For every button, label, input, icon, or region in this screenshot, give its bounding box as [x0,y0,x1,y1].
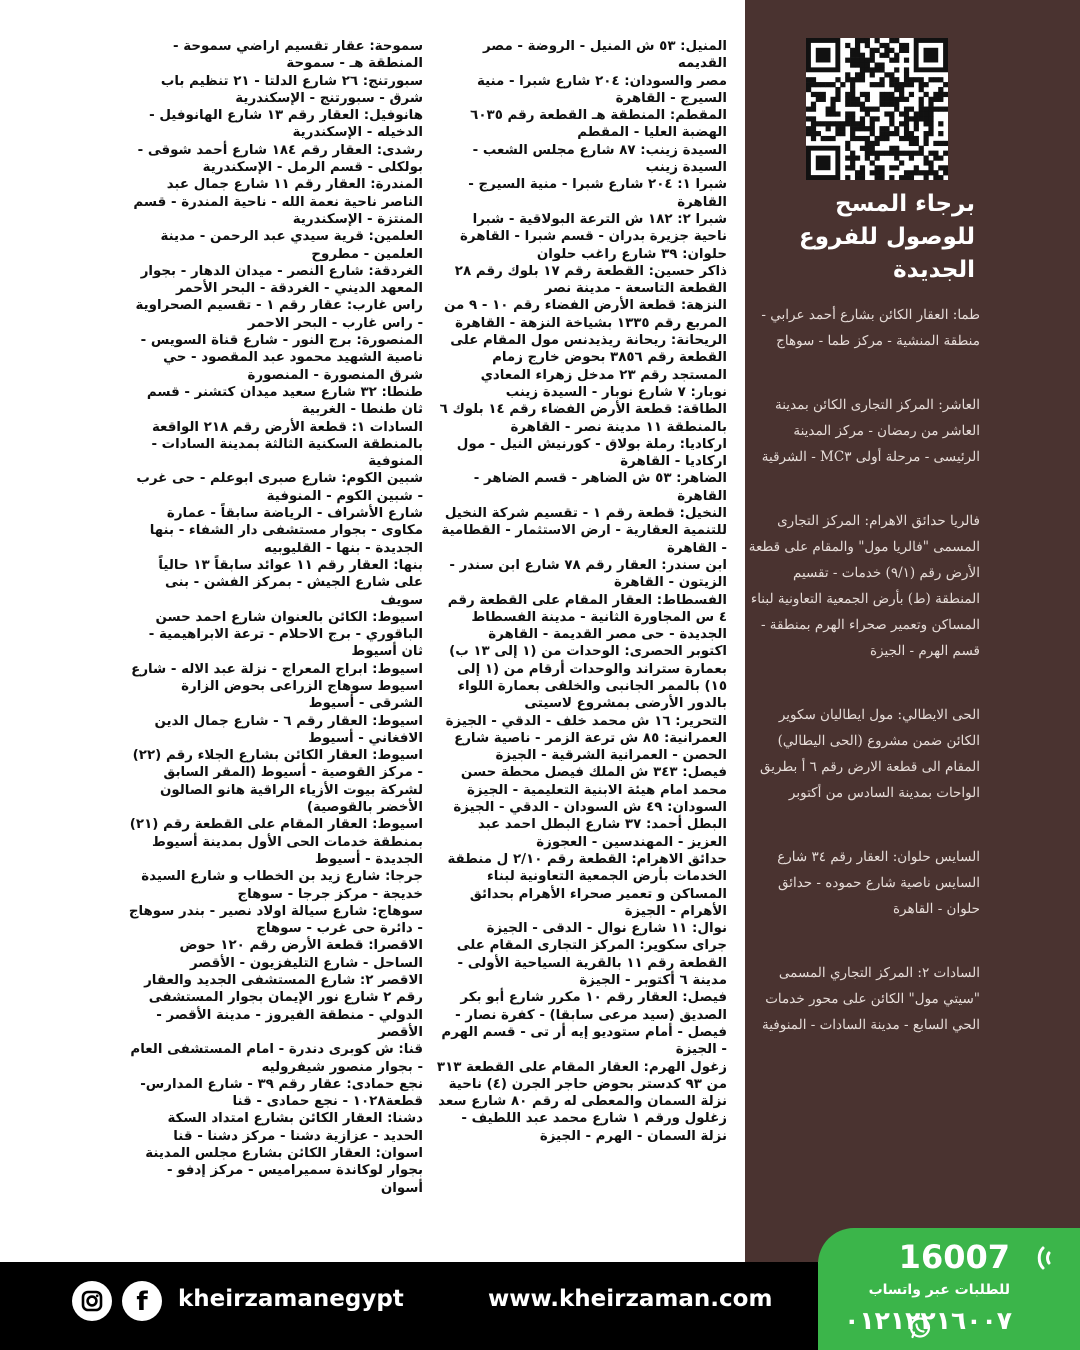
footer-bar [0,1262,818,1350]
phone-ring-icon [1034,1244,1060,1272]
new-branch-entry: فالريا حدائق الاهرام: المركز التجارى المسمى "فالريا مول" والمقام على قطعة الأرض رقم (٩/١) خدمات - تقسيم المنطقة (ط) بأرض الجمعية التعاونية لبناء المساكن وتعمير صحراء الهرم بمنطقة - قسم الهرم - الجيزة [748,513,980,659]
branch-entry: الفسطاط: العقار المقام على القطعة رقم ٤ س المجاورة الثانية - مدينة الفسطاط الجديدة - حى مصر القديمة - القاهرة [447,592,727,643]
branch-entry: الغردقة: شارع النصر - ميدان الدهار - بجوار المعهد الديني - الغردقة - البحر الأحمر [140,263,423,297]
branch-entry: اسوان: العقار الكائن بشارع مجلس المدينة بجوار لوكاندة سميراميس - مركز إدفو - أسوان [145,1146,423,1196]
new-branch-entry: العاشر: المركز التجارى الكائن بمدينة العاشر من رمضان - مركز المدينة الرئيسى - مرحلة أولى MC٣ - الشرقية [761,397,980,465]
branch-entry: المقطم: المنطقة هـ القطعة رقم ٦٠٣٥ الهضبة العليا - المقطم [470,108,727,141]
branch-entry: العمرانية: ٨٥ ش ترعة الزمر - ناصية شارع الحصن - العمرانية الشرقية - الجيزة [454,730,727,764]
branch-entry: العلمين: قرية سيدي عبد الرحمن - مدينة العلمين - مطروح [160,229,423,262]
branch-entry: المنصورة: برج النور - شارع قناة السويس - ناصية الشهيد محمود عبد المقصود - حي شرق المنصورة - المنصورة [140,333,423,383]
branch-entry: المندرة: العقار رقم ١١ شارع جمال عبد الناصر ناحية نعمة الله - ناحية المندرة - قسم المنتزة - الإسكندرية [133,177,423,227]
branch-entry: ابن سندر: العقار رقم ٧٨ شارع ابن سندر - الزيتون - القاهرة [449,557,727,591]
new-branch-entry: الحى الايطالي: مول ايطاليان سكوير الكائن ضمن مشروع (الحى اليطالي) المقام الى قطعة الارض رقم ٦ أ بطريق الواحات بمدينة السادس من أكتوبر [760,707,980,801]
branches-column-left [127,38,423,1197]
new-branch-entry: طما: العقار الكائن بشارع أحمد عرابي - منطقة المنشية - مركز طما - سوهاج [761,307,980,349]
new-branches-list [748,302,980,1076]
hotline-badge[interactable] [818,1228,1080,1350]
branch-entry: اكتوبر الحصرى: الوحدات من (١ إلى ١٣ ب) بعمارة ستراند والوحدات أرقام من (١ إلى ١٥) بالممر الجانبى والخلفى بعمارة اللواء بالدور الأرضى بمشروع لاسيتى [449,644,727,712]
branch-entry: البطل أحمد: ٣٧ شارع البطل احمد عبد العزيز - المهندسين - العجوزة [477,817,727,850]
branch-entry: شارع الأشراف - الرياضة سابقاً - عمارة مكاوى - بجوار مستشفى دار الشفاء - بنها الجديدة - بنها - القليوبيه [149,506,423,556]
branch-entry: ذاكر حسين: القطعة رقم ١٧ بلوك رقم ٢٨ القطعة التاسعة - مدينة نصر [454,263,727,297]
instagram-icon[interactable] [72,1281,112,1321]
branches-column-right [435,38,727,1145]
branch-entry: جرجا: شارع زيد بن الخطاب و شارع السيدة خديجة - مركز جرجا - سوهاج [141,869,423,902]
branch-entry: السيدة زينب: ٨٧ شارع مجلس الشعب - السيدة زينب [472,142,727,176]
branch-entry: بنها: العقار رقم ١١ عوائد سابقاً ١٣ حالياً على شارع الجيش - بمركز الفشن - بنى سويف [158,557,423,608]
branch-entry: جراى سكوير: المركز التجارى المقام على القطعة رقم ١١ بالقرية السياحية الأولى - مدينة ٦ أكتوبر - الجيزة [456,938,727,989]
branch-entry: سموحة: عقار تقسيم اراضي سموحة - المنطقة هـ - سموحة [172,39,423,72]
branch-entry: فيصل: العقار رقم ١٠ مكرر شارع أبو بكر الصديق (سيد مرعى سابقا) - كفرة نصار - فيصل - أمام ستوديو إيه أر تى - قسم الهرم - الجيزة [441,990,727,1058]
branch-entry: اسيوط: ابراج المعراج - نزلة عبد الاله - شارع اسيوط سوهاج الزراعى بحوض الزارة الشرقى - أسيوط [131,661,423,712]
branch-entry: السادات ١: قطعة الأرض رقم ٢١٨ الواقعة بالمنطقة السكنية الثالثة بمدينة السادات - المنوفية [151,419,423,470]
branch-entry: سبورتنج: ٢٦ شارع الدلتا - ٢١ تنظيم باب شرق - سبورتنج - الإسكندرية [160,73,423,106]
branch-entry: الاقصر ٢: شارع المستشفى الجديد والعقار رقم ٢ شارع نور الإيمان بجوار المستشفى الدولي - منطقة الفيروز - مدينة الأقصر - الأقصر [144,973,423,1040]
social-handle[interactable]: kheirzamanegypt [178,1286,404,1312]
whatsapp-number[interactable]: ٠١٢١٢٢١٦٠٠٧ [844,1306,1012,1335]
new-branch-entry: السادات ٢: المركز التجاري المسمى "سيتي مول" الكائن على محور خدمات الحي السابع - مدينة السادات - المنوفية [761,965,980,1033]
branch-entry: نوبار: ٧ شارع نوبار - السيدة زينب [505,384,727,400]
branch-entry: نجع حمادى: عقار رقم ٣٩ - شارع المدارس- قطعة١٠٢٨ - نجع حمادى - قنا [140,1076,423,1110]
branch-entry: سوهاج: شارع سيالة اولاد نصير - بندر سوهاج - دائرة حى غرب - سوهاج [128,903,423,937]
hotline-number: 16007 [898,1238,1010,1276]
branch-entry: اركاديا: رملة بولاق - كورنيش النيل - مول اركاديا - القاهرة [456,436,727,470]
branch-entry: راس غارب: عقار رقم ١ - تقسيم الصحراوية - راس غارب - البحر الاحمر [135,298,423,331]
branch-entry: حلوان: ٣٩ شارع راغب حلوان [536,246,727,262]
qr-code[interactable] [806,38,948,180]
branch-entry: التحرير: ١٦ ش محمد خلف - الدقي - الجيزة [445,713,727,729]
branch-entry: النزهة: قطعة الأرض الفضاء رقم ١٠ - ٩ من المربع رقم ١٣٣٥ بشياخة النزهة - القاهرة [443,298,727,331]
branch-entry: رشدى: العقار رقم ١٨٤ شارع أحمد شوقى - بولكلى - قسم الرمل - الإسكندرية [137,142,423,176]
branch-entry: فيصل: ٣٤٣ ش الملك فيصل محطة حسن محمد امام هيئة الابنية التعليمية - الجيزة [460,765,727,798]
branch-entry: الاقصرا: قطعة الأرض رقم ١٢٠ حوض الساحل - شارع التليفزيون - الأقصر [179,938,423,971]
branch-entry: حدائق الاهرام: القطعة رقم ٢/١٠ ل منطقة الخدمات بأرض الجمعية التعاونية لبناء المساكن و تعمير صحراء الأهرام بحدائق الأهرام - الجيزة [447,851,727,919]
whatsapp-subtitle: للطلبات عبر واتساب [868,1282,1010,1298]
branch-entry: شبين الكوم: شارع صبرى ابوعلم - حى غرب - شبين الكوم - المنوفية [136,471,423,504]
qr-code-icon [806,38,948,180]
new-branches-sidebar [745,0,1080,1335]
branch-entry: الطاقة: قطعة الأرض الفضاء رقم ١٤ بلوك ٦ بالمنطقة ١١ مدينة نصر - القاهرة [439,402,727,435]
branch-entry: الريحانة: ريحانة ريذيدنس مول المقام على القطعة رقم ٣٨٥٦ بحوض خارج زمام المستجد رقم ٢٣ مدخل زهراء المعادي [450,333,727,383]
branch-entry: اسيوط: العقار رقم ٦ - شارع جمال الدين الافغاني - أسيوط [154,713,423,746]
branch-entry: السودان: ٤٩ ش السودان - الدقي - الجيزة [453,800,727,816]
branch-entry: دشنا: العقار الكائن بشارع امتداد السكة الحديد - عزازية دشنا - مركز دشنا - قنا [167,1111,423,1144]
branch-entry: الضاهر: ٥٣ ش الضاهر - قسم الضاهر - القاهرة [473,471,727,504]
branch-entry: شبرا ٢: ١٨٢ ش الترعة البولاقية - شبرا ناحية جزيرة بدران - قسم شبرا - القاهرة [459,211,727,245]
branch-entry: شبرا ١: ٢٠٤ شارع شبرا - منية السيرج - القاهرة [468,177,727,210]
sidebar-title: برجاء المسح للوصول للفروع الجديدة [799,191,975,283]
branch-entry: اسيوط: الكائن بالعنوان شارع احمد حسن الباقوري - برج الاحلام - ترعة الابراهيمية - ثان أسيوط [148,609,423,660]
new-branch-entry: السايس حلوان: العقار رقم ٣٤ شارع السايس ناصية شارع حموده - حدائق حلوان - القاهرة [777,849,980,917]
facebook-icon[interactable]: f [122,1281,162,1321]
branch-entry: نوال: ١١ شارع نوال - الدقى - الجيزة [486,921,727,937]
branch-entry: اسيوط: العقار الكائن بشارع الجلاء رقم (٢٢) - مركز القوصية - أسيوط (المقر السابق لشركة بيوت الأزياء الراقية هانو الصالون الأخضر بالقوصية) [132,748,423,816]
branch-entry: النخيل: قطعة رقم ١ - تقسيم شركة النخيل للتنمية العقارية - ارض الاستثمار - القطامية - القاهرة [441,506,727,556]
branch-entry: طنطا: ٣٢ شارع سعيد ميدان كتشنر - قسم ثان طنطا - الغربية [146,384,423,418]
branch-entry: هانوفيل: العقار رقم ١٣ شارع الهانوفيل - الدخيله - الإسكندرية [149,108,423,141]
website-link[interactable]: www.kheirzaman.com [488,1286,773,1312]
branch-entry: زغول الهرم: العقار المقام على القطعة ٣١٣ من ٩٣ كدستر بحوض حاجر الجرن (٤) ناحية نزلة السمان والمعطى له رقم ٨٠ شارع سعد زغلول ورقم ١ شارع محمد عبد اللطيف - نزلة السمان - الهرم - الجيزة [436,1059,727,1144]
branch-entry: المنيل: ٥٣ ش المنيل - الروضة - مصر القديمه [482,39,727,72]
branch-entry: مصر والسودان: ٢٠٤ شارع شبرا - منية السيرج - القاهرة [476,73,727,106]
branch-entry: اسيوط: العقار المقام على القطعة رقم (٢١) بمنطقة خدمات الحى الأول بمدينة أسيوط الجديدة - أسيوط [129,817,423,867]
branch-entry: قنا: ش كوبرى دندرة - امام المستشفى العام - بجوار منصور شيفروليه [130,1042,423,1075]
